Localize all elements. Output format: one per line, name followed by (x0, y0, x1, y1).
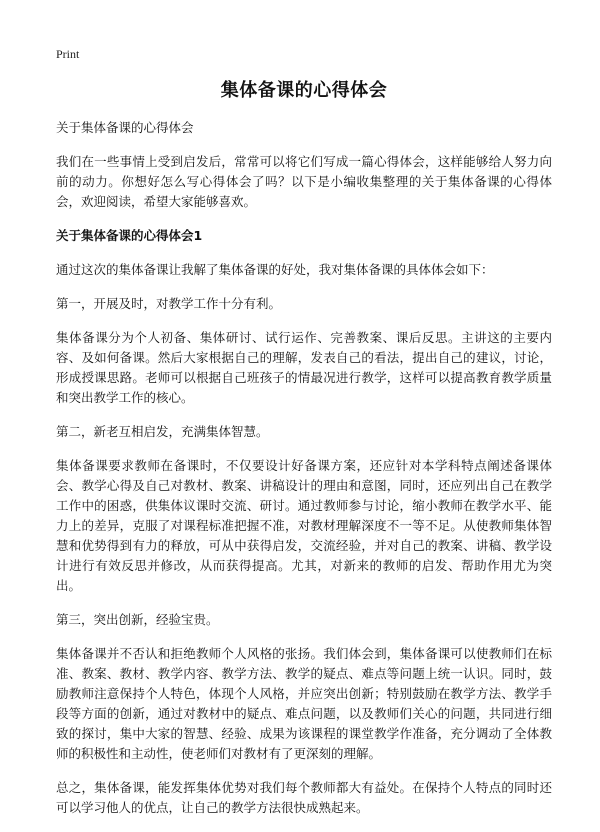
paragraph-3: 集体备课分为个人初备、集体研讨、试行运作、完善教案、课后反思。主讲这的主要内容、及如何备课。然后大家根据自己的理解，发表自己的看法，提出自己的建议，讨论，形成授课思路。老师可以根据自己班孩子的情最况进行教学，这样可以提高教育教学质量和突出教学工作的核心。 (56, 330, 552, 405)
page-title: 集体备课的心得体会 (220, 80, 388, 101)
print-link[interactable]: Print (56, 47, 80, 61)
paragraph-8: 总之，集体备课，能发挥集体优势对我们每个教师都大有益处。在保持个人特点的同时还可以学习他人的优点，让自己的教学方法很快成熟起来。 (56, 780, 552, 815)
paragraph-4: 第二，新老互相启发，充满集体智慧。 (56, 424, 269, 439)
intro-paragraph: 我们在一些事情上受到启发后，常常可以将它们写成一篇心得体会，这样能够给人努力向前的动力。你想好怎么写心得体会了吗？以下是小编收集整理的关于集体备课的心得体会，欢迎阅读，希望大家能够喜欢。 (56, 154, 552, 209)
section-heading: 关于集体备课的心得体会1 (56, 228, 203, 243)
document-body (56, 78, 552, 832)
paragraph-7: 集体备课并不否认和拒绝教师个人风格的张扬。我们体会到，集体备课可以使教师们在标准、教案、教材、教学内容、教学方法、教学的疑点、难点等问题上统一认识。同时，鼓励教师注意保持个人特色，体现个人风格，并应突出创新；特别鼓励在教学方法、教学手段等方面的创新，通过对教材中的疑点、难点问题，以及教师们关心的问题，共同进行细致的探讨，集中大家的智慧、经验、成果为该课程的课堂教学作准备，充分调动了全体教师的积极性和主动性，使老师们对教材有了更深刻的理解。 (56, 646, 552, 761)
article-subtitle: 关于集体备课的心得体会 (56, 120, 194, 135)
paragraph-6: 第三，突出创新，经验宝贵。 (56, 612, 219, 627)
paragraph-1: 通过这次的集体备课让我解了集体备课的好处，我对集体备课的具体体会如下： (56, 262, 494, 277)
paragraph-2: 第一，开展及时，对教学工作十分有利。 (56, 296, 282, 311)
paragraph-5: 集体备课要求教师在备课时，不仅要设计好备课方案，还应针对本学科特点阐述备课体会、教学心得及自己对教材、教案、讲稿设计的理由和意图，同时，还应列出自己在教学工作中的困惑，供集体议课时交流、研讨。通过教师参与讨论，缩小教师在教学水平、能力上的差异，克服了对课程标准把握不准，对教材理解深度不一等不足。从使教师集体智慧和优势得到有力的释放，可从中获得启发，交流经验，并对自己的教案、讲稿、教学设计进行有效反思并修改，从而获得提高。尤其，对新来的教师的启发、帮助作用尤为突出。 (56, 458, 552, 593)
